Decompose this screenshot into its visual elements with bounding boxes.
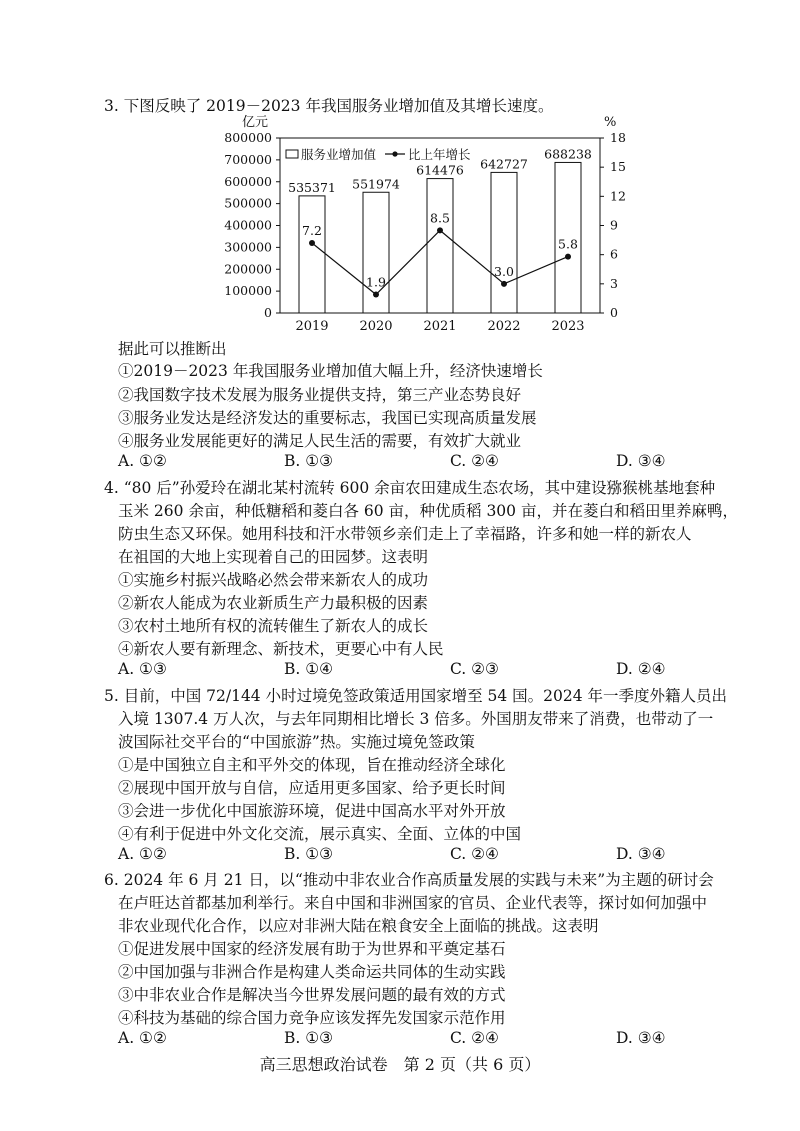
q3-lead: 据此可以推断出 [118, 340, 227, 358]
growth-point [309, 240, 315, 246]
q6-option-b[interactable]: B. ①③ [284, 1029, 334, 1047]
growth-value-label: 1.9 [366, 274, 386, 290]
left-tick-label: 0 [264, 305, 272, 320]
right-tick-label: 15 [610, 159, 626, 175]
q4-item-1: ①实施乡村振兴战略必然会带来新农人的成功 [118, 571, 429, 589]
q6-item-4: ④科技为基础的综合国力竞争应该发挥先发国家示范作用 [118, 1009, 506, 1027]
q3-item-2: ②我国数字技术发展为服务业提供支持，第三产业态势良好 [118, 386, 522, 404]
legend-bar-label: 服务业增加值 [301, 147, 377, 162]
growth-value-label: 3.0 [494, 263, 514, 279]
bar-2021 [427, 179, 453, 313]
bar-2022 [491, 172, 517, 313]
left-tick-label: 400000 [224, 217, 272, 233]
q3-stem: 3. 下图反映了 2019－2023 年我国服务业增加值及其增长速度。 [104, 97, 554, 115]
left-tick-label: 600000 [224, 173, 272, 189]
right-tick-label: 9 [610, 217, 618, 233]
bar-value-label: 535371 [288, 179, 336, 195]
q5-line-1: 5. 目前，中国 72/144 小时过境免签政策适用国家增至 54 国。2024 年一季度外籍人员出 [104, 687, 728, 705]
q3-item-1: ①2019－2023 年我国服务业增加值大幅上升，经济快速增长 [118, 362, 543, 380]
q4-item-4: ④新农人要有新理念、新技术，更要心中有人民 [118, 640, 444, 658]
growth-value-label: 8.5 [430, 210, 450, 226]
service-industry-chart [200, 114, 640, 336]
growth-point [565, 254, 571, 260]
q6-line-2: 在卢旺达首都基加利举行。来自中国和非洲国家的官员、企业代表等，探讨如何加强中 [118, 894, 708, 912]
q4-option-a[interactable]: A. ①③ [118, 660, 167, 678]
q3-item-4: ④服务业发展能更好的满足人民生活的需要，有效扩大就业 [118, 432, 522, 450]
q6-item-3: ③中非农业合作是解决当今世界发展问题的最有效的方式 [118, 986, 506, 1004]
bar-2019 [299, 196, 325, 313]
q6-line-1: 6. 2024 年 6 月 21 日，以“推动中非农业合作高质量发展的实践与未来”为主题的研讨会 [104, 871, 714, 889]
left-tick-label: 200000 [224, 261, 272, 277]
q5-item-4: ④有利于促进中外文化交流，展示真实、全面、立体的中国 [118, 825, 522, 843]
q3-option-c[interactable]: C. ②④ [450, 452, 499, 470]
right-tick-label: 12 [610, 188, 626, 204]
bar-value-label: 688238 [544, 146, 592, 162]
right-tick-label: 3 [610, 275, 618, 291]
q4-item-2: ②新农人能成为农业新质生产力最积极的因素 [118, 594, 429, 612]
q5-option-b[interactable]: B. ①③ [284, 845, 334, 863]
legend [286, 147, 471, 162]
q4-line-2: 玉米 260 余亩，种低糖稻和菱白各 60 亩，种优质稻 300 亩，并在菱白和稻田里养麻鸭， [118, 502, 738, 520]
q5-line-2: 入境 1307.4 万人次，与去年同期相比增长 3 倍多。外国朋友带来了消费，也带动了一 [118, 710, 714, 728]
bar-value-label: 551974 [352, 176, 400, 192]
growth-value-label: 7.2 [302, 223, 322, 238]
right-tick-label: 18 [610, 130, 626, 145]
legend-line-label: 比上年增长 [408, 147, 471, 162]
q4-line-3: 防虫生态又环保。她用科技和汗水带领乡亲们走上了幸福路，许多和她一样的新农人 [118, 525, 692, 543]
q3-option-a[interactable]: A. ①② [118, 452, 167, 470]
q4-line-1: 4. “80 后”孙爱玲在湖北某村流转 600 余亩农田建成生态农场，其中建设猕猴桃基地套种 [104, 479, 716, 497]
right-tick-label: 6 [610, 246, 618, 262]
right-axis-unit: % [604, 115, 617, 130]
q3-option-d[interactable]: D. ③④ [616, 452, 666, 470]
x-tick-label: 2022 [487, 319, 521, 334]
q5-item-1: ①是中国独立自主和平外交的体现，旨在推动经济全球化 [118, 756, 506, 774]
left-tick-label: 100000 [224, 283, 272, 299]
q6-item-2: ②中国加强与非洲合作是构建人类命运共同体的生动实践 [118, 963, 506, 981]
legend-line-marker [392, 151, 397, 156]
q4-option-d[interactable]: D. ②④ [616, 660, 666, 678]
left-tick-label: 700000 [224, 151, 272, 167]
q5-option-c[interactable]: C. ②④ [450, 845, 499, 863]
left-tick-label: 300000 [224, 239, 272, 255]
growth-point [501, 281, 507, 287]
page-footer: 高三思想政治试卷 第 2 页（共 6 页） [259, 1055, 541, 1074]
q4-option-b[interactable]: B. ①④ [284, 660, 334, 678]
q5-option-d[interactable]: D. ③④ [616, 845, 666, 863]
q5-item-2: ②展现中国开放与自信，应适用更多国家、给予更长时间 [118, 779, 506, 797]
x-tick-label: 2019 [295, 319, 329, 334]
q3-option-b[interactable]: B. ①③ [284, 452, 334, 470]
q5-option-a[interactable]: A. ①② [118, 845, 167, 863]
q4-line-4: 在祖国的大地上实现着自己的田园梦。这表明 [118, 548, 429, 566]
growth-point [437, 227, 443, 233]
q5-line-3: 波国际社交平台的“中国旅游”热。实施过境免签政策 [118, 733, 475, 751]
x-tick-label: 2021 [423, 319, 457, 334]
bar-value-label: 642727 [480, 156, 528, 172]
q6-option-a[interactable]: A. ①② [118, 1029, 167, 1047]
q4-item-3: ③农村土地所有权的流转催生了新农人的成长 [118, 617, 429, 635]
q6-line-3: 非农业现代化合作，以应对非洲大陆在粮食安全上面临的挑战。这表明 [118, 917, 599, 935]
left-tick-label: 800000 [224, 130, 272, 145]
q5-item-3: ③会进一步优化中国旅游环境，促进中国高水平对外开放 [118, 802, 506, 820]
right-tick-label: 0 [610, 305, 618, 320]
q4-option-c[interactable]: C. ②③ [450, 660, 499, 678]
growth-point [373, 292, 379, 298]
q3-item-3: ③服务业发达是经济发达的重要标志，我国已实现高质量发展 [118, 409, 537, 427]
q6-item-1: ①促进发展中国家的经济发展有助于为世界和平奠定基石 [118, 940, 506, 958]
bar-value-label: 614476 [416, 162, 464, 178]
left-axis-unit: 亿元 [242, 115, 269, 130]
q6-option-d[interactable]: D. ③④ [616, 1029, 666, 1047]
x-tick-label: 2023 [551, 319, 585, 334]
left-tick-label: 500000 [224, 195, 272, 211]
legend-bar-swatch [286, 150, 298, 158]
x-tick-label: 2020 [359, 319, 393, 334]
growth-value-label: 5.8 [558, 236, 578, 252]
q6-option-c[interactable]: C. ②④ [450, 1029, 499, 1047]
